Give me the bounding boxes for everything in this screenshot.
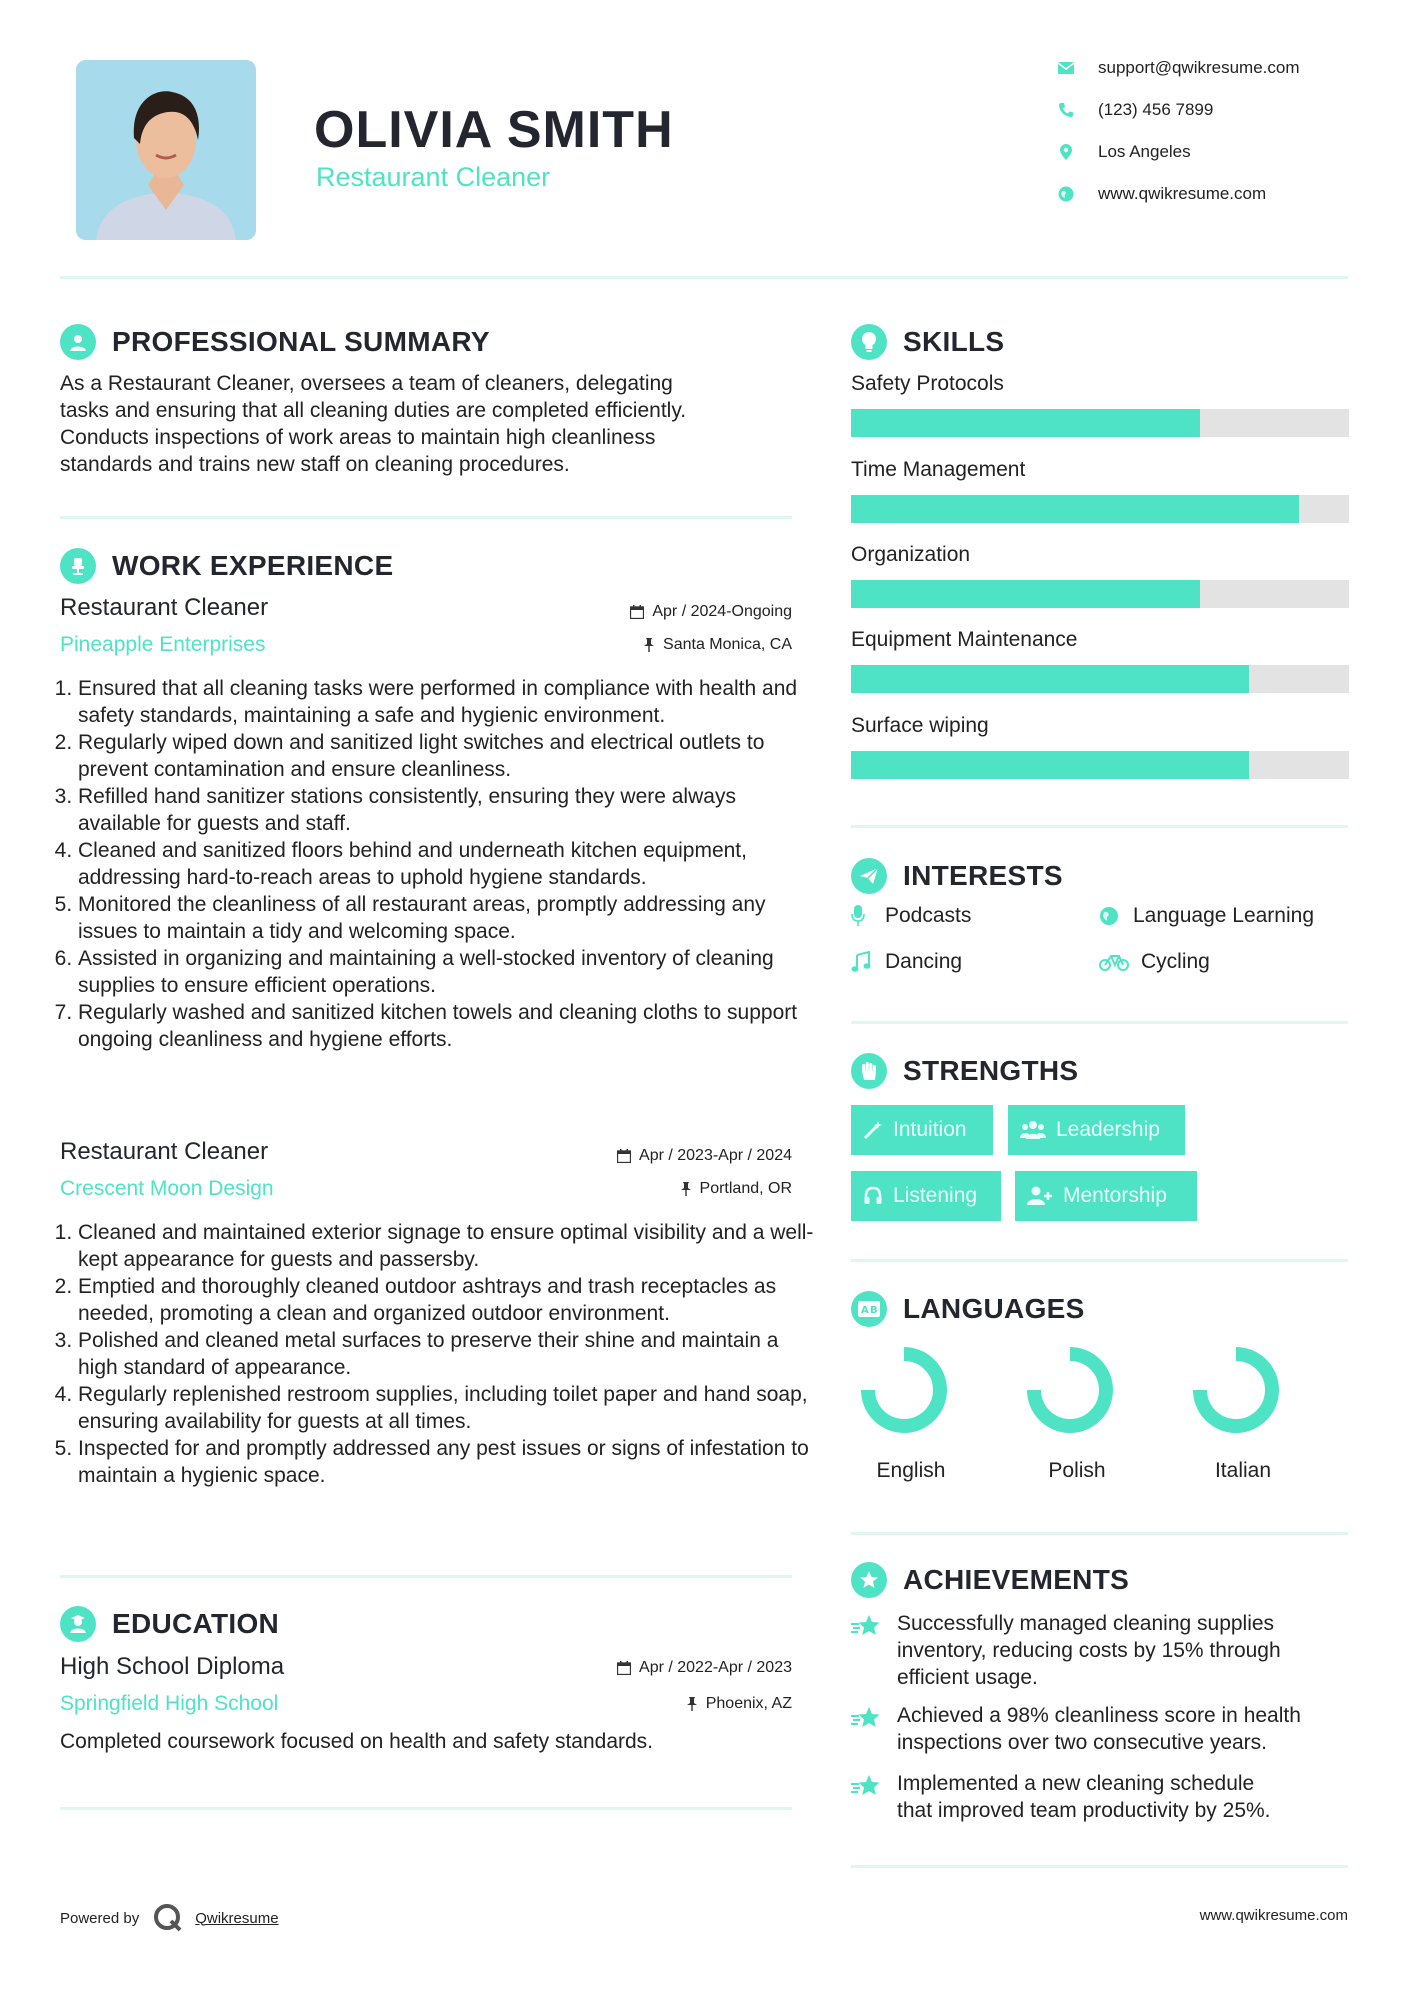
contact-website-text: www.qwikresume.com [1098, 184, 1267, 203]
globe-icon [1099, 906, 1123, 926]
skill-bar [851, 665, 1349, 693]
job-location [500, 636, 792, 654]
skill-bar [851, 580, 1349, 608]
languages-heading [851, 1291, 1085, 1327]
contact-location-text: Los Angeles [1098, 142, 1191, 161]
list-item: 5. Inspected for and promptly addressed any pest issues or signs of infestation to maintain a hygienic space. [78, 1435, 816, 1489]
office-chair-icon [60, 548, 96, 584]
interest-item [1099, 950, 1210, 974]
education-description: Completed coursework focused on health and safety standards. [60, 1730, 654, 1753]
header-divider [60, 276, 1348, 279]
headphones-icon [863, 1186, 883, 1206]
interest-item [851, 950, 962, 974]
education-divider [60, 1807, 792, 1810]
language-ring [1022, 1342, 1118, 1438]
list-item: 4. Regularly replenished restroom supplies, including toilet paper and hand soap, ensuring availability for guests at all times. [78, 1381, 816, 1435]
strength-label: Intuition [893, 1118, 967, 1141]
achievements-heading-text: ACHIEVEMENTS [903, 1564, 1130, 1595]
phone-icon [1056, 100, 1076, 120]
summary-line: tasks and ensuring that all cleaning duties are completed efficiently. [60, 399, 687, 422]
education-location [500, 1695, 792, 1713]
contact-phone[interactable] [1056, 100, 1213, 120]
strength-label: Listening [893, 1184, 978, 1207]
job-dates [500, 603, 792, 621]
job-dates-text: Apr / 2024-Ongoing [652, 603, 792, 620]
interest-item [851, 904, 971, 928]
user-icon [60, 324, 96, 360]
contact-email[interactable] [1056, 58, 1300, 78]
qwikresume-logo-icon [153, 1903, 183, 1933]
list-item: 3. Polished and cleaned metal surfaces to preserve their shine and maintain a high standard of appearance. [78, 1327, 816, 1381]
footer-url[interactable]: www.qwikresume.com [1199, 1907, 1348, 1924]
job-bullets [60, 675, 816, 1053]
summary-heading [60, 324, 490, 360]
language-ring-arc [1200, 1354, 1272, 1426]
skill-bar-fill [851, 580, 1200, 608]
bicycle-icon [1099, 953, 1131, 971]
skill-bar-fill [851, 409, 1200, 437]
strength-label: Mentorship [1063, 1184, 1167, 1207]
skill-bar-fill [851, 665, 1249, 693]
skill-label: Equipment Maintenance [851, 628, 1078, 651]
education-heading-text: EDUCATION [112, 1608, 280, 1639]
paper-plane-icon [851, 858, 887, 894]
skill-label: Time Management [851, 458, 1026, 481]
language-icon [851, 1291, 887, 1327]
achievement-item [851, 1770, 1351, 1824]
language-label: Italian [1214, 1459, 1272, 1482]
interests-heading-text: INTERESTS [903, 860, 1063, 891]
svg-text:A: A [861, 1305, 870, 1316]
language-ring-arc [868, 1354, 940, 1426]
achievement-item [851, 1702, 1351, 1756]
list-item: 2. Emptied and thoroughly cleaned outdoor ashtrays and trash receptacles as needed, promoting a clean and organized outdoor environment. [78, 1273, 816, 1327]
qwikresume-link[interactable]: Qwikresume [195, 1909, 279, 1927]
job-dates-text: Apr / 2023-Apr / 2024 [639, 1147, 792, 1164]
summary-line: As a Restaurant Cleaner, oversees a team of cleaners, delegating [60, 372, 673, 395]
map-pin-icon [1056, 142, 1076, 162]
candidate-title: Restaurant Cleaner [316, 162, 551, 192]
skills-divider [851, 825, 1348, 828]
achievement-line: Successfully managed cleaning supplies [897, 1612, 1275, 1635]
list-item: 3. Refilled hand sanitizer stations consistently, ensuring they were always available for guests and staff. [78, 783, 816, 837]
interest-label: Podcasts [885, 904, 972, 927]
strength-chip [851, 1171, 1001, 1221]
job-location [500, 1180, 792, 1198]
achievement-line: that improved team productivity by 25%. [897, 1799, 1271, 1822]
raised-fist-icon [851, 1053, 887, 1089]
star-icon [851, 1770, 887, 1824]
job-location-text: Portland, OR [699, 1180, 792, 1197]
language-label: Polish [1048, 1459, 1106, 1482]
achievements-heading [851, 1562, 1129, 1598]
interests-heading [851, 858, 1063, 894]
strength-chip [851, 1105, 993, 1155]
contact-website[interactable] [1056, 184, 1266, 204]
skill-bar-fill [851, 495, 1299, 523]
pushpin-icon [686, 1697, 698, 1711]
interest-item [1099, 904, 1314, 928]
contact-location [1056, 142, 1191, 162]
experience-heading [60, 548, 393, 584]
interests-divider [851, 1021, 1348, 1024]
languages-heading-text: LANGUAGES [903, 1293, 1085, 1324]
education-heading [60, 1606, 279, 1642]
skills-heading-text: SKILLS [903, 326, 1005, 357]
contact-phone-text: (123) 456 7899 [1098, 100, 1214, 119]
languages-divider [851, 1532, 1348, 1535]
calendar-icon [630, 605, 644, 619]
job-bullets [60, 1219, 816, 1489]
language-ring [1188, 1342, 1284, 1438]
list-item: 1. Ensured that all cleaning tasks were performed in compliance with health and safety standards, maintaining a safe and hygienic environment. [78, 675, 816, 729]
education-location-text: Phoenix, AZ [705, 1695, 792, 1712]
calendar-icon [617, 1661, 631, 1675]
strengths-divider [851, 1259, 1348, 1262]
language-label: English [876, 1459, 946, 1482]
job-title: Restaurant Cleaner [60, 1138, 269, 1165]
footer-powered [60, 1903, 279, 1933]
achievement-item [851, 1610, 1351, 1691]
interest-label: Language Learning [1133, 904, 1315, 927]
list-item: 6. Assisted in organizing and maintaining a well-stocked inventory of cleaning supplies to ensure efficient operations. [78, 945, 816, 999]
graduate-icon [60, 1606, 96, 1642]
svg-text:B: B [870, 1305, 878, 1316]
user-plus-icon [1027, 1186, 1053, 1206]
skill-label: Organization [851, 543, 971, 566]
job-dates [500, 1147, 792, 1165]
job-location-text: Santa Monica, CA [663, 636, 792, 653]
job-company: Pineapple Enterprises [60, 633, 266, 656]
achievement-line: inspections over two consecutive years. [897, 1731, 1268, 1754]
music-note-icon [851, 951, 875, 973]
school-name: Springfield High School [60, 1692, 279, 1715]
pushpin-icon [643, 638, 655, 652]
achievement-line: Implemented a new cleaning schedule [897, 1772, 1255, 1795]
star-badge-icon [851, 1562, 887, 1598]
language-ring-arc [1034, 1354, 1106, 1426]
summary-divider [60, 516, 792, 519]
achievement-line: efficient usage. [897, 1666, 1038, 1689]
profile-photo [76, 60, 256, 240]
lightbulb-icon [851, 324, 887, 360]
education-dates-text: Apr / 2022-Apr / 2023 [639, 1659, 792, 1676]
contact-email-text: support@qwikresume.com [1098, 58, 1300, 77]
summary-line: standards and trains new staff on cleaning procedures. [60, 453, 570, 476]
list-item: 4. Cleaned and sanitized floors behind and underneath kitchen equipment, addressing hard-to-reach areas to uphold hygiene standards. [78, 837, 816, 891]
skills-heading [851, 324, 1004, 360]
list-item: 5. Monitored the cleanliness of all restaurant areas, promptly addressing any issues to maintain a tidy and welcoming space. [78, 891, 816, 945]
interest-label: Dancing [885, 950, 963, 973]
strengths-heading-text: STRENGTHS [903, 1055, 1079, 1086]
strength-chip [1015, 1171, 1197, 1221]
strength-label: Leadership [1056, 1118, 1160, 1141]
list-item: 7. Regularly washed and sanitized kitchen towels and cleaning cloths to support ongoing cleanliness and hygiene efforts. [78, 999, 816, 1053]
language-ring [856, 1342, 952, 1438]
strengths-heading [851, 1053, 1078, 1089]
degree-title: High School Diploma [60, 1653, 285, 1680]
interest-label: Cycling [1141, 950, 1210, 973]
summary-line: Conducts inspections of work areas to maintain high cleanliness [60, 426, 656, 449]
magic-wand-icon [863, 1120, 883, 1140]
achievement-line: inventory, reducing costs by 15% through [897, 1639, 1281, 1662]
strength-chip [1008, 1105, 1185, 1155]
powered-by-text: Powered by [60, 1909, 140, 1927]
candidate-name: OLIVIA SMITH [314, 101, 674, 159]
list-item: 2. Regularly wiped down and sanitized light switches and electrical outlets to prevent contamination and ensure cleanliness. [78, 729, 816, 783]
microphone-icon [851, 905, 875, 927]
skill-bar [851, 495, 1349, 523]
calendar-icon [617, 1149, 631, 1163]
summary-text [60, 370, 800, 478]
job-title: Restaurant Cleaner [60, 594, 269, 621]
achievements-divider [851, 1865, 1348, 1868]
pushpin-icon [680, 1182, 692, 1196]
globe-icon [1056, 184, 1076, 204]
skill-bar [851, 409, 1349, 437]
summary-heading-text: PROFESSIONAL SUMMARY [112, 326, 490, 357]
experience-divider [60, 1575, 792, 1578]
achievement-line: Achieved a 98% cleanliness score in health [897, 1704, 1301, 1727]
skill-label: Safety Protocols [851, 372, 1004, 395]
star-icon [851, 1610, 887, 1691]
skill-label: Surface wiping [851, 714, 989, 737]
experience-heading-text: WORK EXPERIENCE [112, 550, 394, 581]
education-dates [500, 1659, 792, 1677]
envelope-icon [1056, 58, 1076, 78]
list-item: 1. Cleaned and maintained exterior signage to ensure optimal visibility and a well-kept appearance for guests and passersby. [78, 1219, 816, 1273]
skill-bar [851, 751, 1349, 779]
users-icon [1020, 1120, 1046, 1140]
job-company: Crescent Moon Design [60, 1177, 274, 1200]
skill-bar-fill [851, 751, 1249, 779]
star-icon [851, 1702, 887, 1756]
